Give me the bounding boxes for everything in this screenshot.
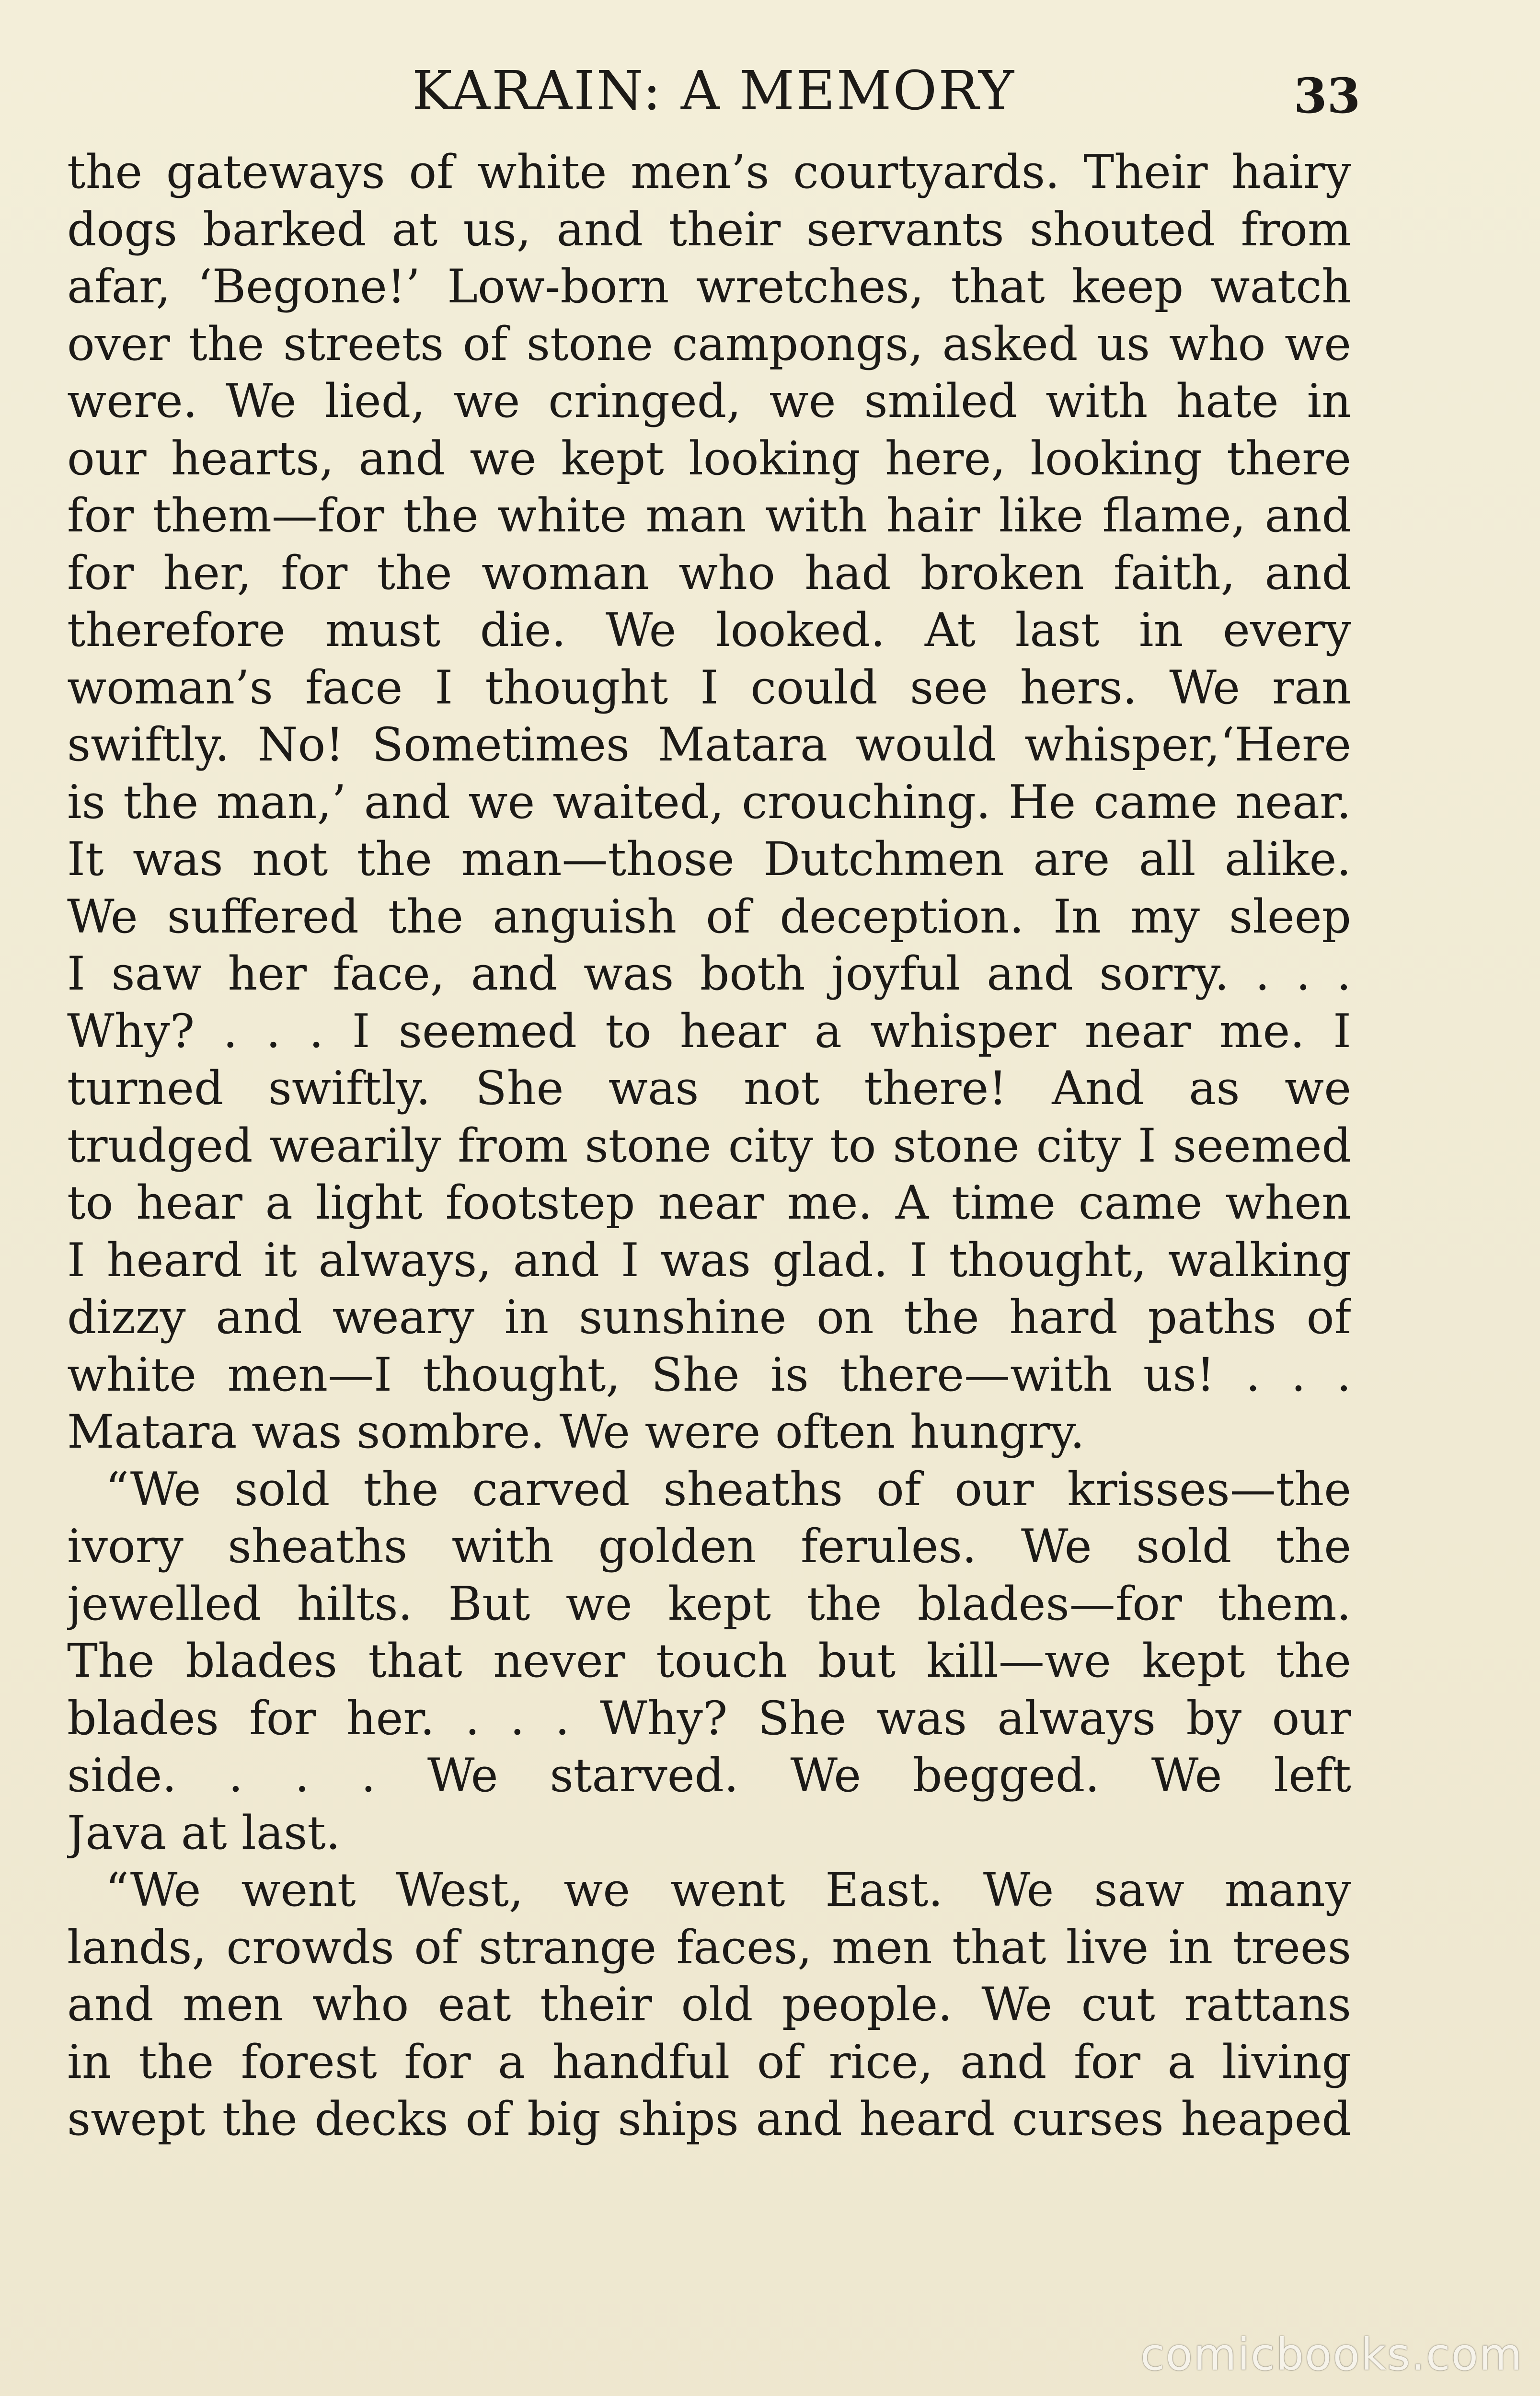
text-line: woman’s face I thought I could see hers. We ran [67,660,1351,714]
text-line: ivory sheaths with golden ferules. We sold the [67,1520,1351,1573]
text-line: and men who eat their old people. We cut rattans [67,1978,1351,2031]
text-line: I heard it always, and I was glad. I thought, walking [67,1233,1351,1287]
text-line: We suffered the anguish of deception. In my sleep [67,889,1351,944]
running-head [0,48,1540,129]
text-line: white men—I thought, She is there—with us! . . . [67,1348,1351,1402]
text-line: side. . . . We starved. We begged. We left [67,1749,1351,1802]
page-number: 33 [1294,68,1361,124]
running-title: KARAIN: A MEMORY [412,60,1016,122]
text-line: It was not the man—those Dutchmen are all alike. [67,832,1351,886]
text-line: swept the decks of big ships and heard curses heaped [67,2092,1351,2146]
text-line: Java at last. [67,1806,341,1860]
text-line: I saw her face, and was both joyful and sorry. . . . [67,947,1351,1001]
body-text [67,144,1351,2148]
text-line: dizzy and weary in sunshine on the hard paths of [67,1290,1351,1344]
text-line: is the man,’ and we waited, crouching. He came near. [67,775,1351,829]
text-line: for them—for the white man with hair like flame, and [67,489,1351,542]
text-line: to hear a light footstep near me. A time came when [67,1176,1351,1230]
watermark: comicbooks.com [1140,2329,1523,2380]
text-line: jewelled hilts. But we kept the blades—for them. [67,1577,1351,1631]
text-line: swiftly. No! Sometimes Matara would whisper,‘Here [67,718,1351,772]
text-line: over the streets of stone campongs, asked us who we [67,317,1351,371]
text-line: in the forest for a handful of rice, and for a living [67,2035,1351,2089]
text-line: trudged wearily from stone city to stone city I seemed [67,1118,1351,1173]
text-line: “We sold the carved sheaths of our krisses—the [105,1462,1351,1516]
text-line: lands, crowds of strange faces, men that live in trees [67,1920,1351,1974]
text-line: blades for her. . . . Why? She was always by our [67,1691,1351,1745]
text-line: turned swiftly. She was not there! And as we [67,1061,1351,1115]
text-line: afar, ‘Begone!’ Low-born wretches, that keep watch [67,260,1351,313]
text-line: therefore must die. We looked. At last in every [67,603,1351,657]
text-line: for her, for the woman who had broken faith, and [67,546,1351,600]
text-line: the gateways of white men’s courtyards. Their hairy [67,145,1351,199]
text-line: “We went West, we went East. We saw many [105,1863,1351,1917]
text-line: were. We lied, we cringed, we smiled with hate in [67,374,1351,428]
text-line: Matara was sombre. We were often hungry. [67,1405,1085,1459]
text-line: The blades that never touch but kill—we kept the [67,1634,1351,1688]
text-line: our hearts, and we kept looking here, looking there [67,431,1351,485]
text-line: Why? . . . I seemed to hear a whisper near me. I [67,1004,1351,1058]
text-line: dogs barked at us, and their servants shouted from [67,202,1351,256]
